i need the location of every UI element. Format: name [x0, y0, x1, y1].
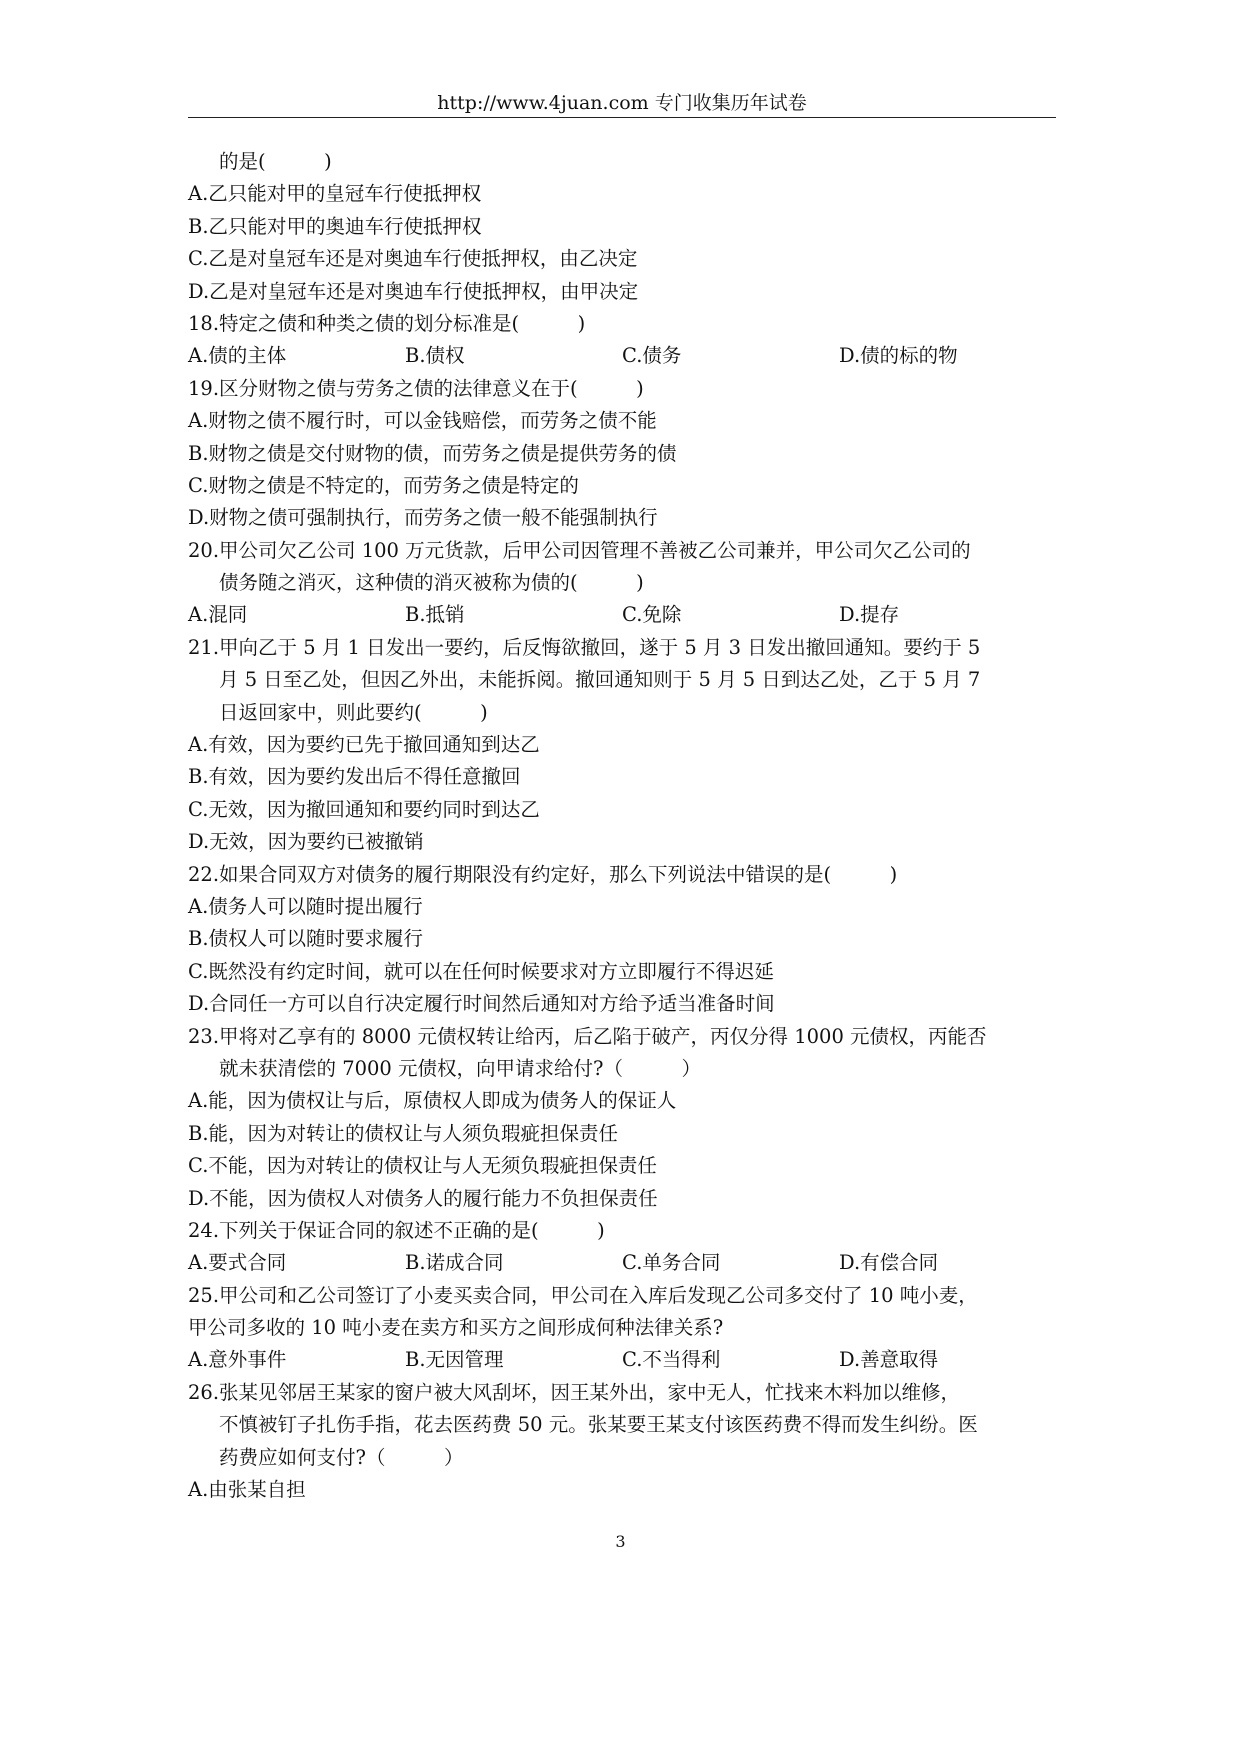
question-stem-continued: 甲公司多收的 10 吨小麦在卖方和买方之间形成何种法律关系? [188, 1316, 724, 1340]
continued-question-stem: 的是( ) [219, 150, 332, 173]
answer-option: D.债的标的物 [839, 344, 958, 368]
answer-option: D.有偿合同 [839, 1251, 939, 1275]
answer-option: D.善意取得 [839, 1348, 939, 1372]
question-block [188, 308, 1056, 373]
question-stem-continued: 月 5 日至乙处，但因乙外出，未能拆阅。撤回通知则于 5 月 5 日到达乙处，乙于 5 月 7 [219, 668, 981, 692]
question-block [188, 1280, 1056, 1377]
answer-option: A.有效，因为要约已先于撤回通知到达乙 [188, 733, 540, 757]
answer-option: A.债务人可以随时提出履行 [188, 894, 423, 918]
question-stem-continued: 药费应如何支付?（ ） [219, 1445, 464, 1469]
answer-option: B.能，因为对转让的债权让与人须负瑕疵担保责任 [188, 1121, 619, 1145]
answer-options-row [188, 340, 1056, 372]
question-block [188, 1021, 1056, 1215]
question-stem: 19.区分财物之债与劳务之债的法律意义在于( ) [188, 376, 644, 400]
answer-option: A.意外事件 [188, 1348, 287, 1372]
answer-option: A.财物之债不履行时，可以金钱赔偿，而劳务之债不能 [188, 409, 657, 433]
answer-option: A.由张某自担 [188, 1478, 306, 1502]
answer-option: C.财物之债是不特定的，而劳务之债是特定的 [188, 473, 579, 497]
answer-option: A.债的主体 [188, 344, 287, 368]
answer-option: A.要式合同 [188, 1251, 287, 1275]
question-stem: 22.如果合同双方对债务的履行期限没有约定好，那么下列说法中错误的是( ) [188, 862, 898, 886]
question-block [188, 373, 1056, 535]
question-block [188, 1215, 1056, 1280]
answer-option: D.无效，因为要约已被撤销 [188, 830, 424, 854]
answer-options-row [188, 1247, 1056, 1279]
question-block [188, 1377, 1056, 1507]
answer-option: A.能，因为债权让与后，原债权人即成为债务人的保证人 [188, 1089, 677, 1113]
answer-option: D.不能，因为债权人对债务人的履行能力不负担保责任 [188, 1186, 658, 1210]
question-stem: 23.甲将对乙享有的 8000 元债权转让给丙，后乙陷于破产，丙仅分得 1000 元债权，丙能否 [188, 1024, 987, 1048]
answer-option: C.免除 [622, 603, 682, 627]
answer-option: B.抵销 [405, 603, 465, 627]
question-stem: 26.张某见邻居王某家的窗户被大风刮坏，因王某外出，家中无人，忙找来木料加以维修， [188, 1380, 961, 1404]
question-block [188, 535, 1056, 632]
answer-option: C.不能，因为对转让的债权让与人无须负瑕疵担保责任 [188, 1154, 657, 1178]
answer-option: B.财物之债是交付财物的债，而劳务之债是提供劳务的债 [188, 441, 677, 465]
question-stem-continued: 不慎被钉子扎伤手指，花去医药费 50 元。张某要王某支付该医药费不得而发生纠纷。医 [219, 1413, 978, 1437]
answer-option: D.乙是对皇冠车还是对奥迪车行使抵押权，由甲决定 [188, 279, 639, 303]
answer-option: D.财物之债可强制执行，而劳务之债一般不能强制执行 [188, 506, 658, 530]
question-stem: 25.甲公司和乙公司签订了小麦买卖合同，甲公司在入库后发现乙公司多交付了 10 吨小麦， [188, 1283, 978, 1307]
answer-options-row [188, 1344, 1056, 1376]
question-stem: 21.甲向乙于 5 月 1 日发出一要约，后反悔欲撤回，遂于 5 月 3 日发出撤回通知。要约于 5 [188, 635, 981, 659]
answer-option: B.诺成合同 [405, 1251, 504, 1275]
page-number: 3 [615, 1532, 626, 1551]
answer-option: D.合同任一方可以自行决定履行时间然后通知对方给予适当准备时间 [188, 992, 775, 1016]
answer-option: C.乙是对皇冠车还是对奥迪车行使抵押权，由乙决定 [188, 247, 638, 271]
question-stem: 20.甲公司欠乙公司 100 万元货款，后甲公司因管理不善被乙公司兼并，甲公司欠乙公司的 [188, 538, 971, 562]
question-stem: 24.下列关于保证合同的叙述不正确的是( ) [188, 1218, 605, 1242]
answer-option: D.提存 [839, 603, 900, 627]
answer-option: B.债权人可以随时要求履行 [188, 927, 424, 951]
header-divider [188, 117, 1056, 118]
answer-option: C.无效，因为撤回通知和要约同时到达乙 [188, 797, 540, 821]
answer-option: B.无因管理 [405, 1348, 504, 1372]
answer-option: A.混同 [188, 603, 248, 627]
answer-option: C.债务 [622, 344, 682, 368]
answer-option: B.有效，因为要约发出后不得任意撤回 [188, 765, 521, 789]
question-stem-continued: 债务随之消灭，这种债的消灭被称为债的( ) [219, 571, 644, 595]
page-header: http://www.4juan.com 专门收集历年试卷 [437, 92, 807, 114]
answer-option: B.债权 [405, 344, 465, 368]
question-stem-continued: 就未获清偿的 7000 元债权，向甲请求给付?（ ） [219, 1056, 701, 1080]
question-block [188, 859, 1056, 1021]
answer-option: C.既然没有约定时间，就可以在任何时候要求对方立即履行不得迟延 [188, 959, 774, 983]
question-stem: 18.特定之债和种类之债的划分标准是( ) [188, 311, 586, 335]
question-stem-continued: 日返回家中，则此要约( ) [219, 700, 488, 724]
answer-option: C.单务合同 [622, 1251, 721, 1275]
answer-option: C.不当得利 [622, 1348, 721, 1372]
exam-content [188, 146, 1056, 1506]
answer-options-row [188, 599, 1056, 631]
answer-option: B.乙只能对甲的奥迪车行使抵押权 [188, 214, 482, 238]
question-block [188, 632, 1056, 859]
answer-option: A.乙只能对甲的皇冠车行使抵押权 [188, 182, 482, 206]
